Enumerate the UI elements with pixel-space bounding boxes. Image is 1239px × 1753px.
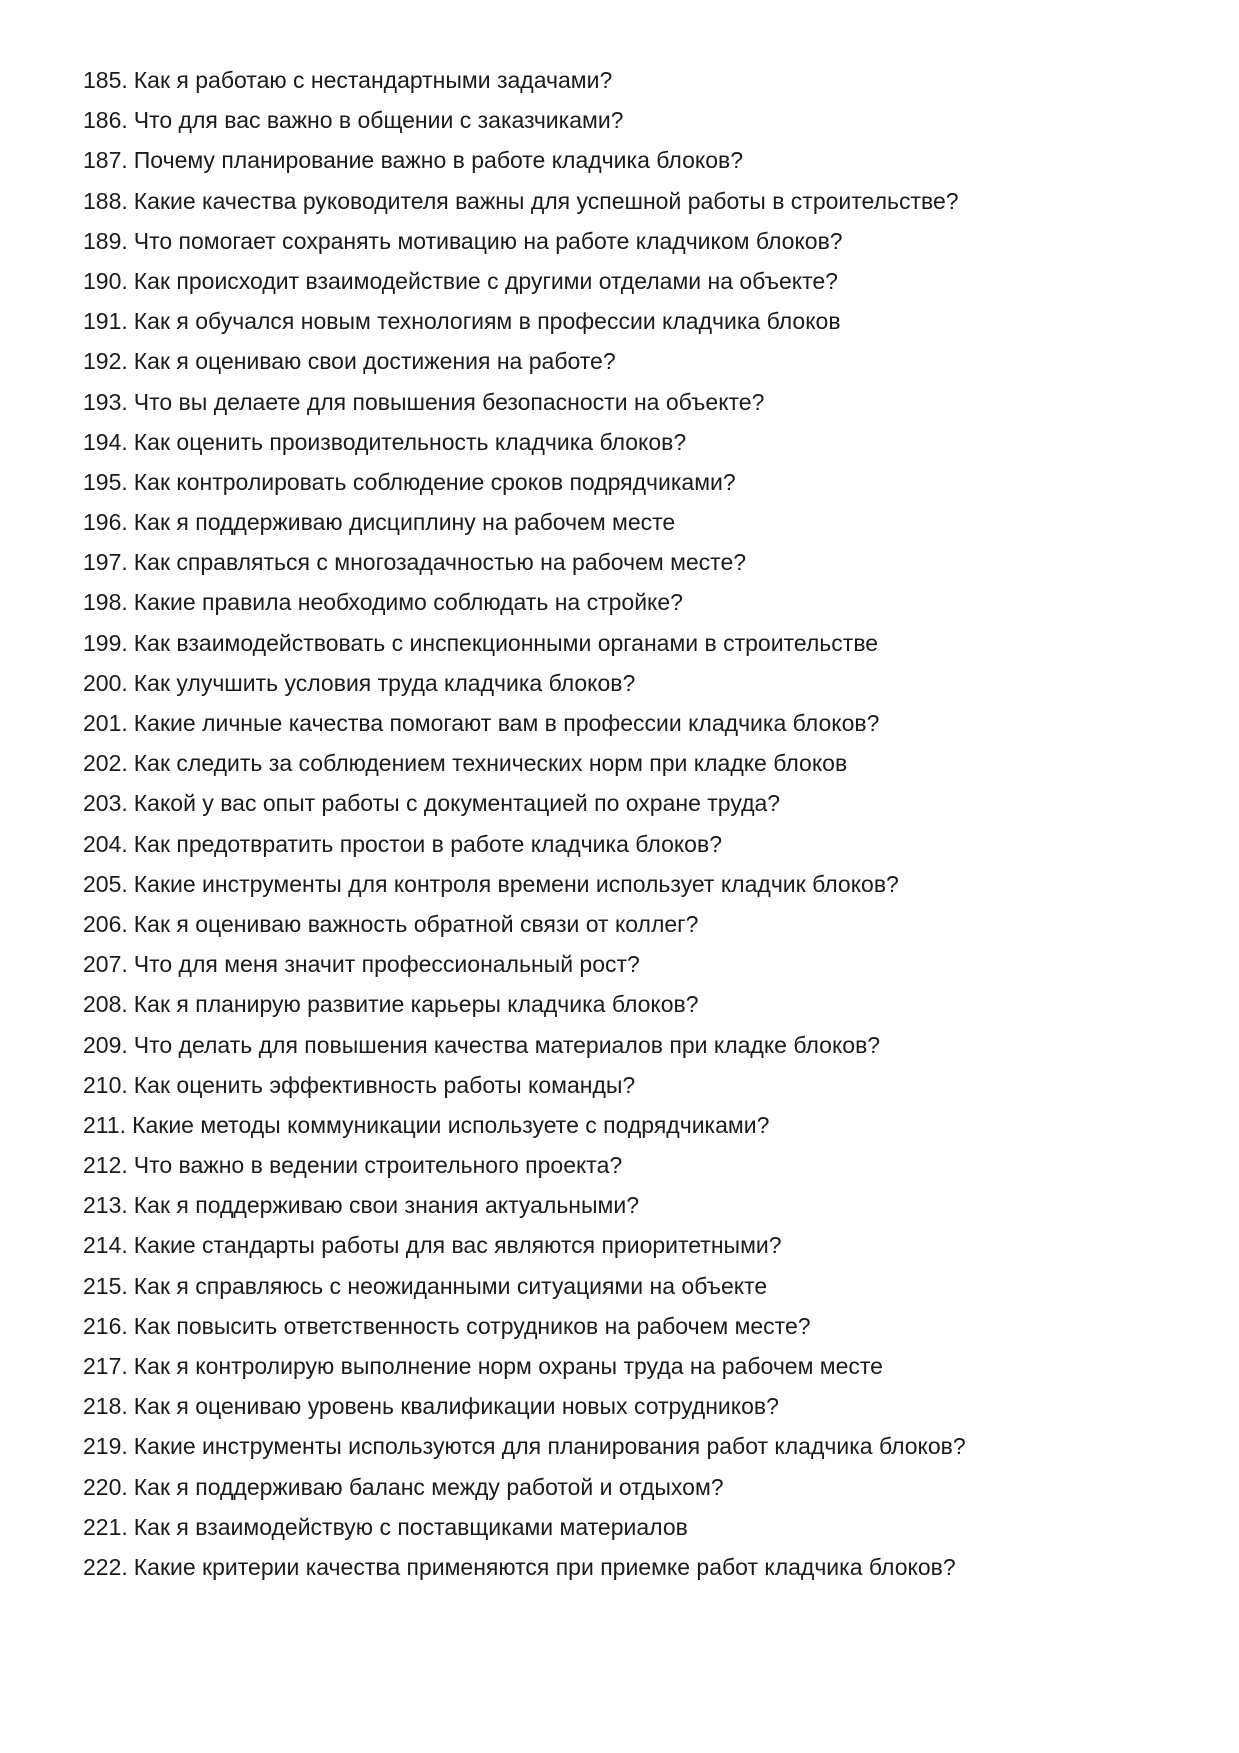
question-number: 218. <box>83 1393 128 1420</box>
question-number: 204. <box>83 830 128 857</box>
list-item <box>83 140 1183 180</box>
question-text: Как я поддерживаю свои знания актуальными? <box>133 1192 639 1219</box>
question-number: 192. <box>83 348 128 375</box>
list-item <box>83 1306 1183 1346</box>
question-number: 193. <box>83 388 128 415</box>
question-text: Как оценить производительность кладчика блоков? <box>133 428 687 455</box>
list-item <box>83 824 1183 864</box>
list-item <box>83 1507 1183 1547</box>
question-number: 210. <box>83 1071 128 1098</box>
question-text: Какие методы коммуникации используете с подрядчиками? <box>132 1111 770 1138</box>
question-number: 209. <box>83 1031 128 1058</box>
question-text: Как происходит взаимодействие с другими отделами на объекте? <box>133 267 838 294</box>
question-number: 194. <box>83 428 128 455</box>
list-item <box>83 663 1183 703</box>
list-item <box>83 100 1183 140</box>
question-number: 197. <box>83 549 128 576</box>
question-number: 207. <box>83 951 128 978</box>
question-number: 216. <box>83 1312 128 1339</box>
list-item <box>83 984 1183 1024</box>
question-text: Как следить за соблюдением технических норм при кладке блоков <box>133 750 848 777</box>
question-text: Что делать для повышения качества материалов при кладке блоков? <box>133 1031 881 1058</box>
question-number: 205. <box>83 870 128 897</box>
question-text: Что важно в ведении строительного проекта? <box>133 1152 623 1179</box>
question-text: Как повысить ответственность сотрудников на рабочем месте? <box>133 1312 811 1339</box>
question-number: 189. <box>83 227 128 254</box>
question-number: 199. <box>83 629 128 656</box>
list-item <box>83 1266 1183 1306</box>
list-item <box>83 703 1183 743</box>
question-text: Какие правила необходимо соблюдать на стройке? <box>133 589 683 616</box>
question-number: 188. <box>83 187 128 214</box>
question-number: 221. <box>83 1513 128 1540</box>
list-item <box>83 1105 1183 1145</box>
question-number: 208. <box>83 991 128 1018</box>
question-number: 196. <box>83 509 128 536</box>
question-number: 211. <box>83 1111 127 1138</box>
list-item <box>83 382 1183 422</box>
list-item <box>83 582 1183 622</box>
question-number: 201. <box>83 710 128 736</box>
list-item <box>83 1467 1183 1507</box>
question-number: 200. <box>83 669 128 696</box>
question-text: Что вы делаете для повышения безопасности на объекте? <box>133 388 765 415</box>
question-number: 186. <box>83 107 128 134</box>
list-item <box>83 864 1183 904</box>
question-list <box>83 60 1183 1587</box>
question-text: Какие инструменты используются для планирования работ кладчика блоков? <box>133 1433 966 1460</box>
list-item <box>83 623 1183 663</box>
list-item <box>83 1547 1183 1587</box>
question-text: Какие личные качества помогают вам в профессии кладчика блоков? <box>133 710 880 736</box>
question-text: Как я обучался новым технологиям в профессии кладчика блоков <box>133 308 841 335</box>
question-text: Как предотвратить простои в работе кладчика блоков? <box>133 830 722 857</box>
question-number: 203. <box>83 790 128 817</box>
list-item <box>83 944 1183 984</box>
question-text: Как улучшить условия труда кладчика блоков? <box>133 669 636 696</box>
question-number: 187. <box>83 147 128 174</box>
question-number: 217. <box>83 1353 128 1379</box>
question-number: 220. <box>83 1473 128 1500</box>
question-number: 213. <box>83 1192 128 1219</box>
list-item <box>83 1025 1183 1065</box>
question-text: Почему планирование важно в работе кладчика блоков? <box>133 147 743 174</box>
question-text: Какие стандарты работы для вас являются приоритетными? <box>133 1232 782 1259</box>
list-item <box>83 783 1183 823</box>
question-text: Как взаимодействовать с инспекционными органами в строительстве <box>133 629 879 656</box>
question-number: 191. <box>83 308 128 335</box>
question-text: Как справляться с многозадачностью на рабочем месте? <box>133 549 747 576</box>
list-item <box>83 1386 1183 1426</box>
list-item <box>83 1065 1183 1105</box>
question-text: Как оценить эффективность работы команды? <box>133 1071 636 1098</box>
list-item <box>83 60 1183 100</box>
question-text: Как я взаимодействую с поставщиками материалов <box>133 1513 688 1540</box>
list-item <box>83 743 1183 783</box>
question-text: Что для вас важно в общении с заказчиками? <box>133 107 624 134</box>
question-text: Какие качества руководителя важны для успешной работы в строительстве? <box>133 187 959 214</box>
question-text: Как я оцениваю свои достижения на работе? <box>133 348 616 375</box>
list-item <box>83 542 1183 582</box>
list-item <box>83 1346 1183 1386</box>
question-text: Как я работаю с нестандартными задачами? <box>133 67 613 93</box>
list-item <box>83 462 1183 502</box>
question-number: 222. <box>83 1553 128 1580</box>
question-text: Как я оцениваю уровень квалификации новых сотрудников? <box>133 1393 779 1420</box>
list-item <box>83 341 1183 381</box>
question-text: Какой у вас опыт работы с документацией по охране труда? <box>133 790 781 817</box>
question-number: 198. <box>83 589 128 616</box>
question-text: Как я планирую развитие карьеры кладчика блоков? <box>133 991 699 1018</box>
question-text: Как я поддерживаю дисциплину на рабочем месте <box>133 509 676 536</box>
list-item <box>83 1426 1183 1466</box>
question-text: Что для меня значит профессиональный рост? <box>133 951 640 978</box>
question-text: Какие критерии качества применяются при приемке работ кладчика блоков? <box>133 1553 956 1580</box>
question-number: 185. <box>83 67 128 93</box>
list-item <box>83 221 1183 261</box>
question-number: 190. <box>83 267 128 294</box>
question-text: Как я оцениваю важность обратной связи от коллег? <box>133 910 699 937</box>
question-text: Как я поддерживаю баланс между работой и отдыхом? <box>133 1473 724 1500</box>
question-number: 202. <box>83 750 128 777</box>
list-item <box>83 1145 1183 1185</box>
question-text: Как я контролирую выполнение норм охраны труда на рабочем месте <box>133 1353 883 1379</box>
question-text: Как я справляюсь с неожиданными ситуациями на объекте <box>133 1272 768 1299</box>
question-number: 214. <box>83 1232 128 1259</box>
list-item <box>83 904 1183 944</box>
question-number: 215. <box>83 1272 128 1299</box>
list-item <box>83 1225 1183 1265</box>
question-text: Что помогает сохранять мотивацию на работе кладчиком блоков? <box>133 227 843 254</box>
list-item <box>83 502 1183 542</box>
list-item <box>83 1185 1183 1225</box>
question-number: 212. <box>83 1152 128 1179</box>
question-text: Как контролировать соблюдение сроков подрядчиками? <box>133 468 736 495</box>
question-number: 195. <box>83 468 128 495</box>
question-number: 206. <box>83 910 128 937</box>
question-number: 219. <box>83 1433 128 1460</box>
list-item <box>83 301 1183 341</box>
question-text: Какие инструменты для контроля времени использует кладчик блоков? <box>133 870 899 897</box>
list-item <box>83 181 1183 221</box>
list-item <box>83 261 1183 301</box>
list-item <box>83 422 1183 462</box>
